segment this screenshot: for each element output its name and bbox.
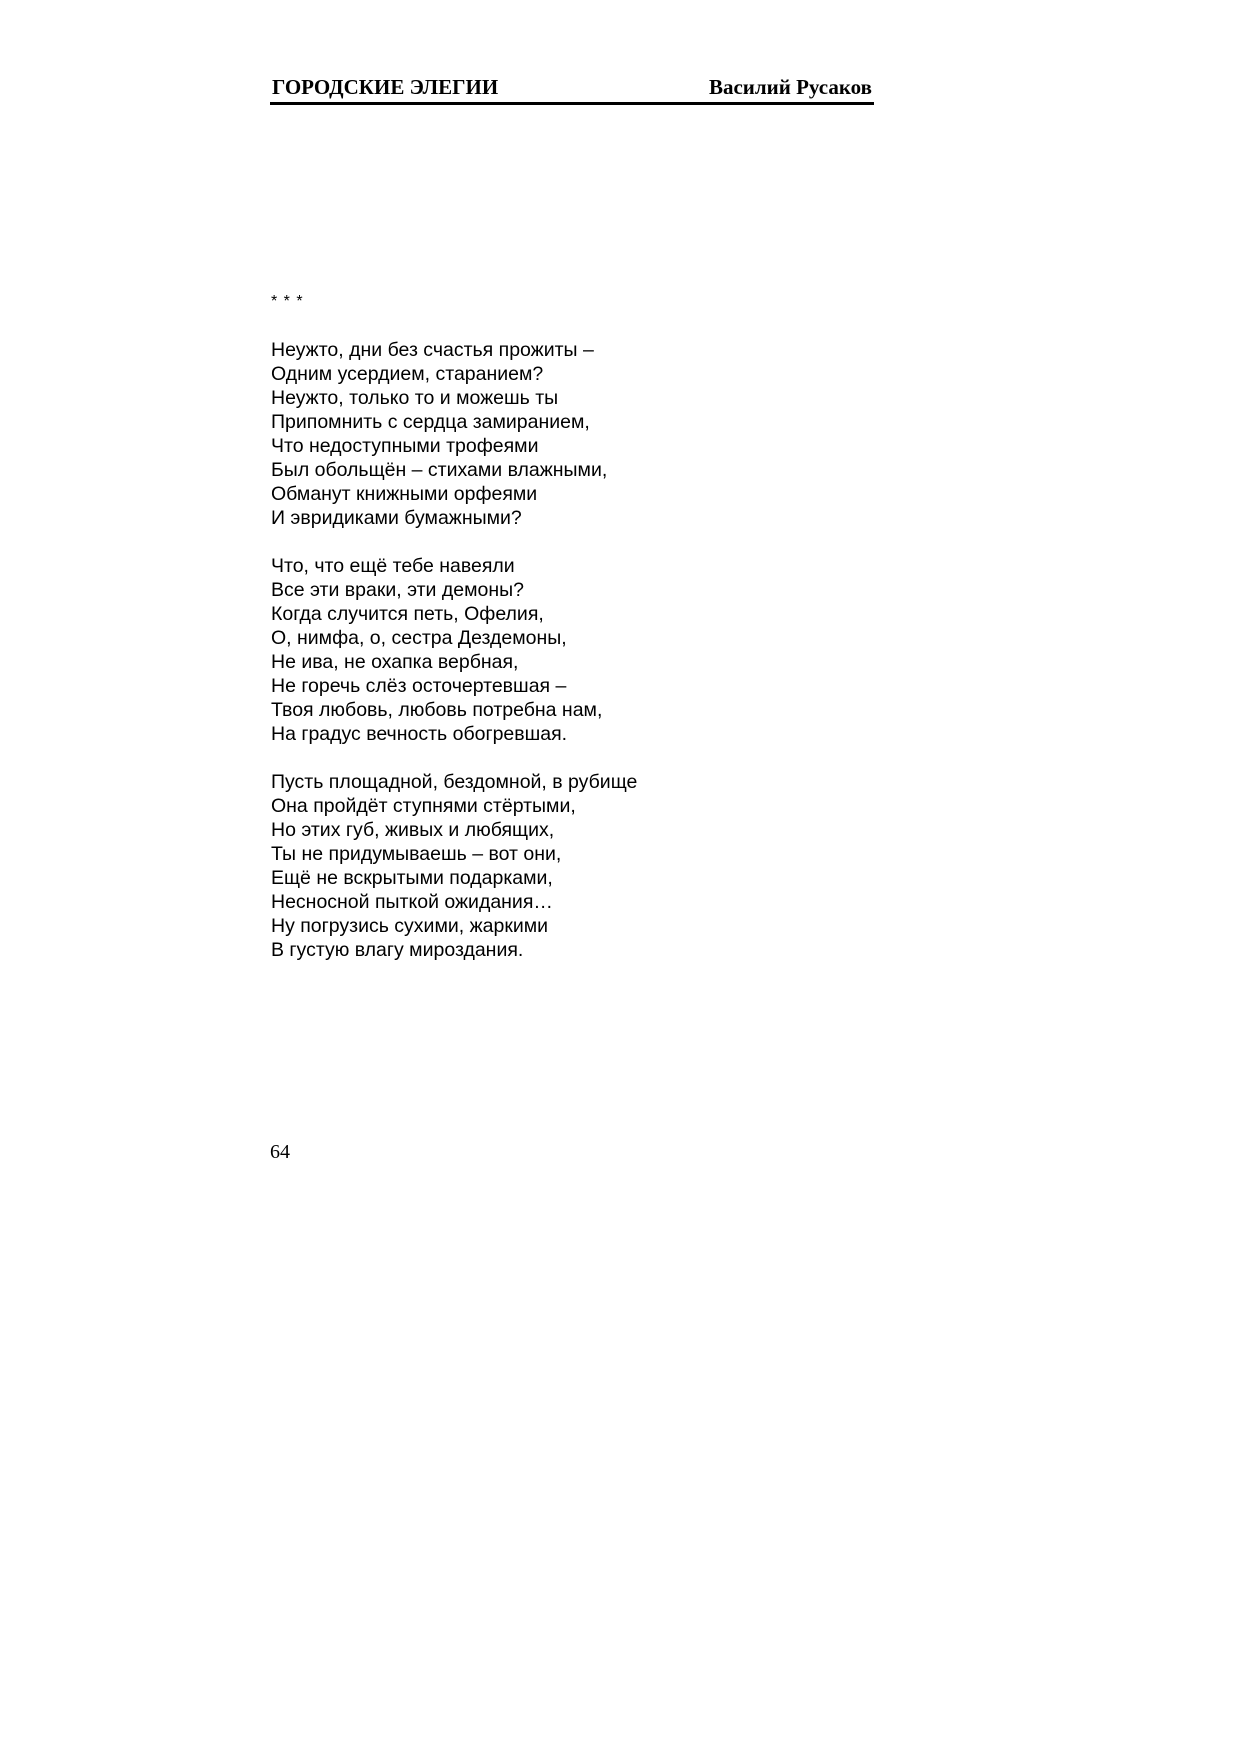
poem-line: Неужто, только то и можешь ты bbox=[271, 387, 559, 409]
stanza-2 bbox=[271, 554, 871, 746]
poem bbox=[271, 290, 871, 986]
poem-line: Что недоступными трофеями bbox=[271, 435, 539, 457]
running-header bbox=[270, 74, 874, 105]
poem-line: Твоя любовь, любовь потребна нам, bbox=[271, 699, 603, 721]
poem-line: О, нимфа, о, сестра Дездемоны, bbox=[271, 627, 567, 649]
poem-line: Несносной пыткой ожидания… bbox=[271, 891, 553, 913]
poem-line: Припомнить с сердца замиранием, bbox=[271, 411, 590, 433]
page-number: 64 bbox=[270, 1141, 290, 1163]
poem-line: Одним усердием, старанием? bbox=[271, 363, 544, 385]
poem-line: Ещё не вскрытыми подарками, bbox=[271, 867, 553, 889]
poem-separator: * * * bbox=[271, 293, 304, 310]
poem-line: Ты не придумываешь – вот они, bbox=[271, 843, 562, 865]
poem-line: Был обольщён – стихами влажными, bbox=[271, 459, 608, 481]
poem-line: На градус вечность обогревшая. bbox=[271, 723, 568, 745]
poem-line: Не горечь слёз осточертевшая – bbox=[271, 675, 567, 697]
poem-line: Не ива, не охапка вербная, bbox=[271, 651, 519, 673]
poem-line: В густую влагу мироздания. bbox=[271, 939, 524, 961]
poem-line: Она пройдёт ступнями стёртыми, bbox=[271, 795, 576, 817]
stanza-3 bbox=[271, 770, 871, 962]
poem-line: И эвридиками бумажными? bbox=[271, 507, 522, 529]
book-title: ГОРОДСКИЕ ЭЛЕГИИ bbox=[272, 75, 499, 99]
poem-line: Пусть площадной, бездомной, в рубище bbox=[271, 771, 638, 793]
poem-line: Что, что ещё тебе навеяли bbox=[271, 555, 515, 577]
stanza-1 bbox=[271, 338, 871, 530]
poem-line: Но этих губ, живых и любящих, bbox=[271, 819, 555, 841]
author-name: Василий Русаков bbox=[708, 75, 872, 99]
poem-line: Неужто, дни без счастья прожиты – bbox=[271, 339, 594, 361]
poem-line: Все эти враки, эти демоны? bbox=[271, 579, 524, 601]
poem-line: Ну погрузись сухими, жаркими bbox=[271, 915, 549, 937]
poem-line: Когда случится петь, Офелия, bbox=[271, 603, 544, 625]
poem-line: Обманут книжными орфеями bbox=[271, 483, 538, 505]
